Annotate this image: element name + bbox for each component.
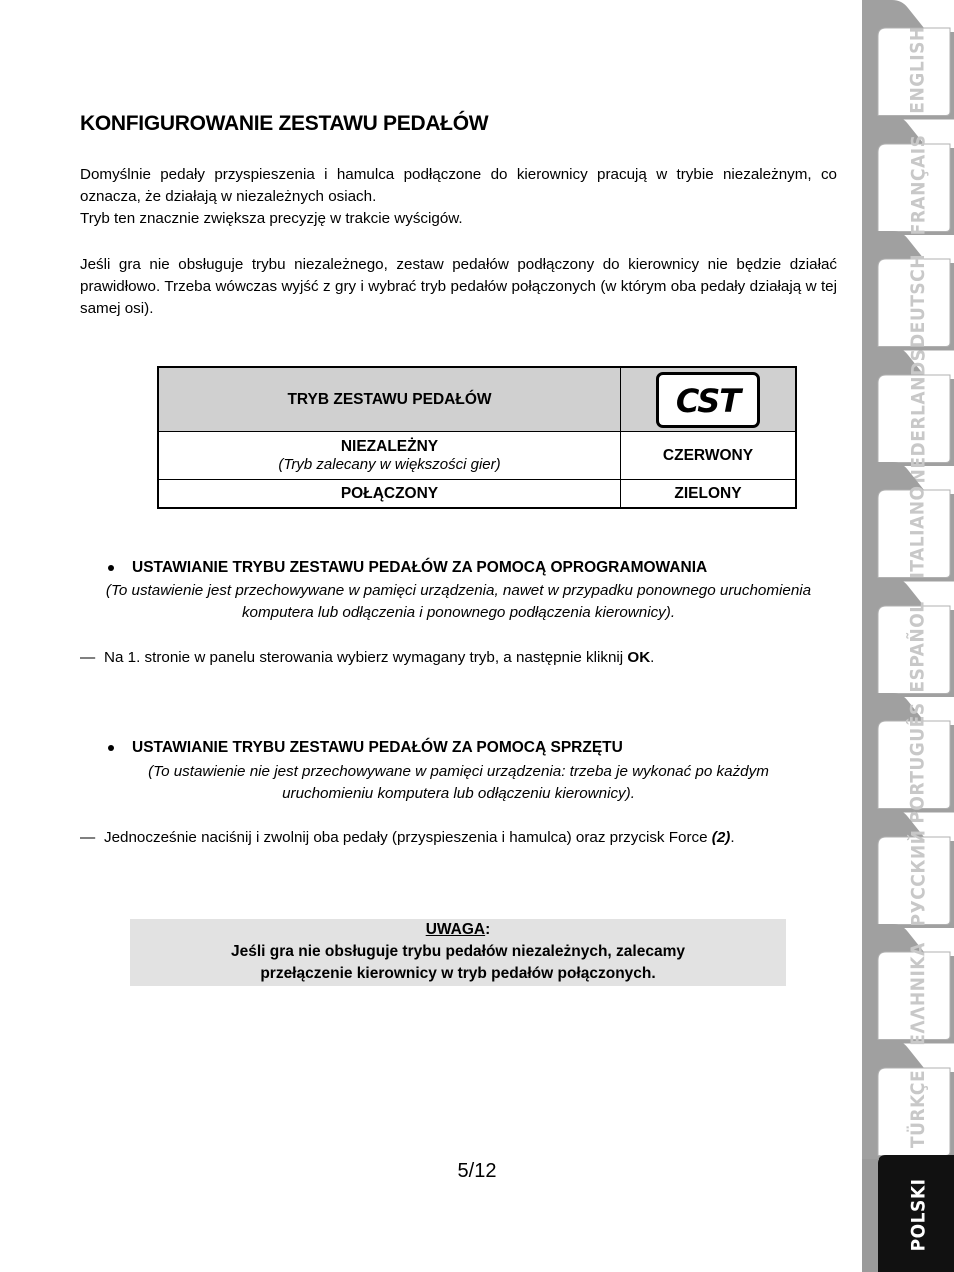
tab-polski[interactable] — [862, 1155, 954, 1272]
tab-ελληνικα[interactable] — [862, 924, 954, 1044]
led-color: ZIELONY — [674, 484, 742, 502]
note-line2: przełączenie kierownicy w tryb pedałów połączonych. — [260, 965, 656, 982]
hardware-heading — [108, 739, 623, 757]
note-heading — [130, 919, 786, 941]
table-row — [159, 480, 795, 507]
ok-label: OK — [627, 649, 651, 666]
note-label: UWAGA — [425, 921, 486, 938]
tab-label: TÜRKÇE — [907, 1070, 930, 1149]
software-heading — [108, 559, 707, 577]
hardware-step-text: Jednocześnie naciśnij i zwolnij oba pedały (przyspieszenia i hamulca) oraz przycisk Force — [104, 829, 712, 846]
software-note-line2: komputera lub odłączenia i ponownego podłączenia kierownicy). — [241, 604, 676, 621]
hardware-step — [80, 829, 735, 846]
tab-label: ENGLISH — [907, 26, 930, 114]
note-box — [130, 919, 786, 986]
dash-icon: — — [80, 649, 96, 666]
pedal-mode-table — [157, 366, 797, 509]
mode-name: POŁĄCZONY — [340, 484, 439, 502]
tab-label: ESPAÑOL — [907, 601, 930, 693]
table-row — [159, 432, 795, 480]
header-mode-label: TRYB ZESTAWU PEDAŁÓW — [287, 390, 492, 408]
dash-icon: — — [80, 829, 96, 846]
tab-italiano[interactable] — [862, 462, 954, 582]
cst-logo-icon — [663, 379, 753, 421]
tab-label: PORTUGUÊS — [907, 702, 929, 824]
tab-deutsch[interactable] — [862, 231, 954, 351]
tab-english[interactable] — [862, 0, 954, 120]
page-title: KONFIGUROWANIE ZESTAWU PEDAŁÓW — [80, 112, 489, 135]
color-cell — [621, 432, 795, 479]
software-step — [80, 649, 654, 666]
color-cell — [621, 480, 795, 507]
bullet-icon — [108, 565, 114, 571]
hardware-note — [80, 761, 837, 805]
tab-español[interactable] — [862, 578, 954, 698]
note-line1: Jeśli gra nie obsługuje trybu pedałów niezależnych, zalecamy — [231, 943, 685, 960]
bullet-icon — [108, 745, 114, 751]
tab-label: NEDERLANDS — [907, 348, 929, 484]
led-color: CZERWONY — [662, 446, 754, 464]
hardware-heading-text: USTAWIANIE TRYBU ZESTAWU PEDAŁÓW ZA POMOCĄ SPRZĘTU — [132, 739, 623, 756]
software-note-line1: (To ustawienie jest przechowywane w pamięci urządzenia, nawet w przypadku ponownego uruchomienia — [105, 582, 812, 599]
period: . — [650, 649, 655, 666]
software-heading-text: USTAWIANIE TRYBU ZESTAWU PEDAŁÓW ZA POMOCĄ OPROGRAMOWANIA — [132, 559, 708, 576]
language-sidebar — [862, 0, 954, 1272]
hardware-note-line1: (To ustawienie nie jest przechowywane w pamięci urządzenia: trzeba je wykonać po każdym — [148, 763, 769, 780]
mode-cell — [159, 480, 621, 507]
tab-русский[interactable] — [862, 809, 954, 929]
software-note — [80, 580, 837, 624]
tab-label: DEUTSCH — [907, 253, 930, 348]
tab-français[interactable] — [862, 116, 954, 236]
hardware-note-line2: uruchomieniu komputera lub odłączeniu kierownicy). — [282, 785, 635, 802]
warning-paragraph: Jeśli gra nie obsługuje trybu niezależnego, zestaw pedałów podłączony do kierownicy nie będzie działać prawidłowo. Trzeba wówczas wyjść z gry i wybrać tryb pedałów połączonych (w którym oba pedały działają w tej samej osi). — [80, 256, 837, 317]
note-colon: : — [485, 921, 491, 938]
tab-nederlands[interactable] — [862, 347, 954, 484]
intro-text-1: Domyślnie pedały przyspieszenia i hamulca podłączone do kierownicy pracują w trybie niezależnym, co oznacza, że działają w niezależnych osiach. — [80, 166, 837, 205]
tab-label: РУССКИЙ — [907, 829, 930, 927]
mode-note: (Tryb zalecany w większości gier) — [278, 456, 501, 473]
tab-label: FRANÇAIS — [907, 134, 930, 236]
intro-text-2: Tryb ten znacznie zwiększa precyzję w trakcie wyścigów. — [80, 210, 463, 227]
software-step-text: Na 1. stronie w panelu sterowania wybierz wymagany tryb, a następnie kliknij — [104, 649, 628, 666]
tab-label: ΕΛΛΗΝΙΚΑ — [907, 941, 929, 1046]
mode-cell — [159, 432, 621, 479]
period: . — [730, 829, 735, 846]
intro-paragraph — [80, 164, 837, 230]
table-header-row — [159, 368, 795, 432]
page-number: 5/12 — [457, 1160, 497, 1182]
tab-português[interactable] — [862, 693, 954, 824]
tab-türkçe[interactable] — [862, 1040, 954, 1160]
header-logo-cell — [621, 368, 795, 431]
cst-logo-text: CST — [675, 381, 741, 420]
cst-logo — [656, 372, 760, 428]
force-button-ref: (2) — [711, 829, 731, 846]
tab-label: POLSKI — [907, 1178, 930, 1252]
mode-name: NIEZALEŻNY — [340, 438, 439, 455]
tab-label: ITALIANO — [907, 485, 929, 579]
header-mode-cell — [159, 368, 621, 431]
